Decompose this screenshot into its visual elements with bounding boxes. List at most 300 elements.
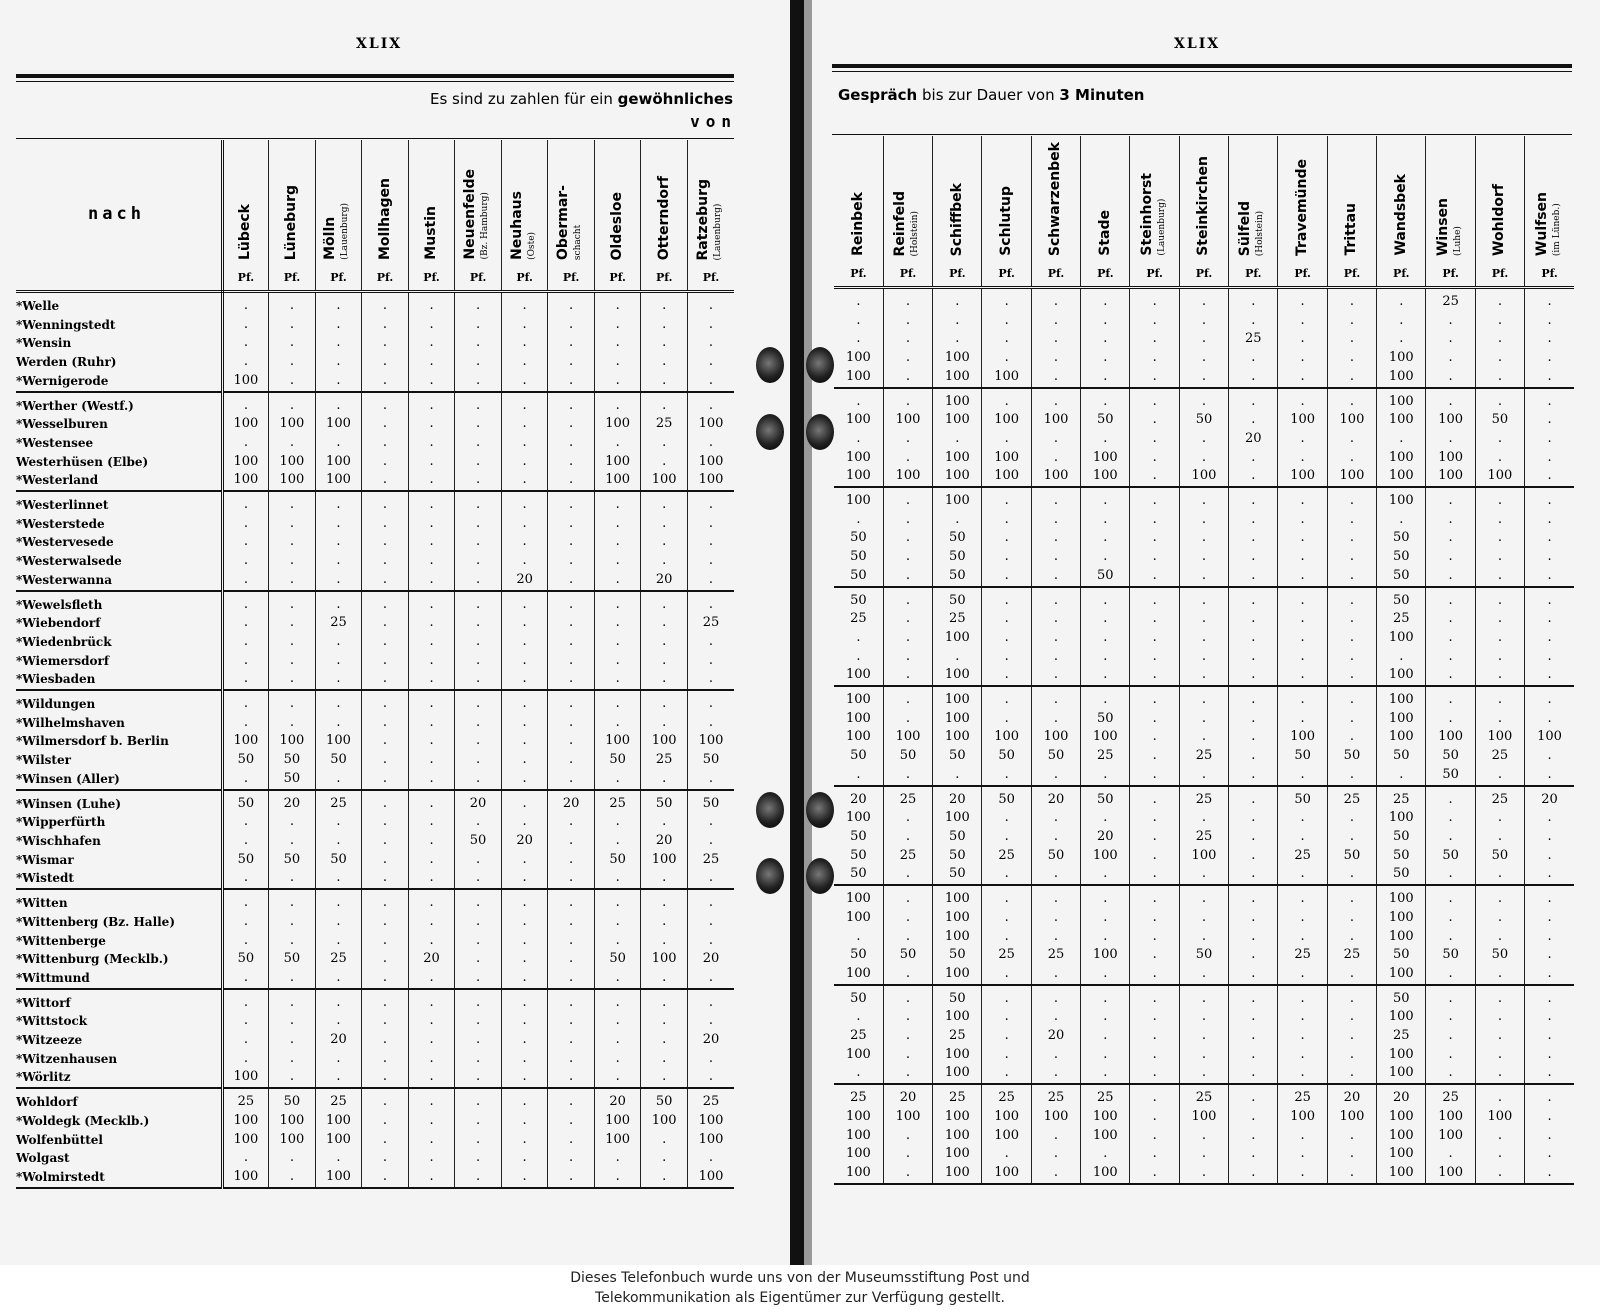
rate-cell: . <box>594 813 641 832</box>
rate-cell: . <box>1031 567 1080 587</box>
rate-cell: . <box>362 969 409 989</box>
rate-cell: . <box>548 392 595 416</box>
rate-cell: . <box>883 1008 932 1027</box>
rate-cell: . <box>641 1031 688 1050</box>
rate-cell: 50 <box>834 828 883 847</box>
rate-cell: . <box>1130 847 1179 866</box>
rate-cell: 50 <box>455 832 502 851</box>
rate-cell: 25 <box>1327 946 1376 965</box>
rate-cell: . <box>408 415 455 434</box>
rate-cell: . <box>883 766 932 786</box>
rate-cell: . <box>1426 567 1475 587</box>
rate-cell: . <box>1475 1127 1524 1146</box>
rate-cell: 100 <box>1031 1108 1080 1127</box>
rate-cell: 50 <box>933 985 982 1009</box>
rate-cell: . <box>455 714 502 733</box>
column-header-wrap <box>933 136 981 256</box>
table-row <box>16 1149 734 1168</box>
rate-cell: 20 <box>501 571 548 591</box>
rate-cell: . <box>1426 1027 1475 1046</box>
rate-cell: 25 <box>933 1084 982 1108</box>
rate-cell: 100 <box>1031 467 1080 487</box>
rate-cell: 50 <box>933 847 982 866</box>
rate-cell: . <box>548 889 595 913</box>
rate-cell: . <box>1278 1046 1327 1065</box>
rate-cell: . <box>982 430 1031 449</box>
rate-cell: . <box>1475 766 1524 786</box>
rate-cell: . <box>315 1068 362 1088</box>
rate-cell: . <box>641 334 688 353</box>
table-row <box>834 728 1574 747</box>
column-header-wrap <box>548 140 594 260</box>
rate-cell: . <box>1547 393 1552 409</box>
left-von-label: von <box>690 112 737 131</box>
table-row <box>834 1064 1574 1084</box>
rate-cell: . <box>1278 965 1327 985</box>
rate-cell: 25 <box>1426 288 1475 312</box>
column-header-wrap <box>1328 136 1376 256</box>
rate-cell: . <box>362 614 409 633</box>
rate-cell: 100 <box>222 1112 269 1131</box>
rate-cell: 100 <box>933 1164 982 1184</box>
rate-cell: . <box>269 913 316 932</box>
rate-cell: . <box>408 690 455 714</box>
rate-cell: 25 <box>883 786 932 810</box>
rate-cell: . <box>1229 349 1278 368</box>
rate-cell: 25 <box>1278 1084 1327 1108</box>
rate-cell: . <box>1179 728 1228 747</box>
rate-cell: . <box>1130 946 1179 965</box>
column-header-wrap <box>1130 136 1178 256</box>
rate-cell: 100 <box>315 453 362 472</box>
rate-cell: . <box>269 932 316 951</box>
rate-cell: . <box>594 353 641 372</box>
rate-cell: . <box>982 666 1031 686</box>
rate-cell: . <box>1081 686 1130 710</box>
column-header <box>1278 136 1327 288</box>
rate-cell: 100 <box>269 471 316 491</box>
rate-cell: 50 <box>1081 710 1130 729</box>
rate-cell: . <box>222 434 269 453</box>
rate-cell: . <box>1081 610 1130 629</box>
rate-cell: . <box>1547 629 1552 645</box>
table-row <box>16 969 734 989</box>
rate-cell: . <box>548 515 595 534</box>
rate-cell: . <box>548 690 595 714</box>
table-row <box>834 548 1574 567</box>
rate-cell: . <box>455 591 502 615</box>
table-row <box>16 372 734 392</box>
rate-cell: 100 <box>933 1145 982 1164</box>
rate-cell: . <box>1229 666 1278 686</box>
rate-cell: . <box>1081 1046 1130 1065</box>
right-heading <box>838 86 1144 104</box>
rate-cell: . <box>501 292 548 316</box>
column-header <box>1081 136 1130 288</box>
rate-cell: 25 <box>1475 747 1524 766</box>
rate-cell: . <box>1547 493 1552 509</box>
rate-cell: 20 <box>1081 828 1130 847</box>
rate-cell: . <box>501 851 548 870</box>
column-header <box>408 140 455 292</box>
rate-cell: 25 <box>1278 847 1327 866</box>
rate-cell: . <box>933 330 982 349</box>
place-name: *Wiemersdorf <box>16 652 222 671</box>
rate-cell: . <box>455 869 502 889</box>
table-row <box>834 965 1574 985</box>
rate-cell: 50 <box>702 795 720 811</box>
column-name <box>1492 184 1507 256</box>
rate-cell: . <box>269 969 316 989</box>
rate-cell: . <box>982 686 1031 710</box>
rate-cell: . <box>362 832 409 851</box>
rate-cell: . <box>883 809 932 828</box>
rate-cell: . <box>1547 1090 1552 1106</box>
rate-cell: . <box>1081 965 1130 985</box>
rate-cell: 20 <box>1327 1084 1376 1108</box>
rate-cell: . <box>883 388 932 412</box>
rate-cell: . <box>1475 511 1524 530</box>
rate-cell: 25 <box>315 790 362 814</box>
rate-cell: 25 <box>315 614 362 633</box>
rate-cell: 100 <box>1377 1046 1426 1065</box>
rate-cell: 100 <box>883 1108 932 1127</box>
column-header-wrap <box>1278 136 1326 256</box>
rate-cell: 100 <box>834 909 883 928</box>
rate-cell: . <box>408 591 455 615</box>
rate-cell: . <box>834 928 883 947</box>
rate-cell: . <box>1377 312 1426 331</box>
rate-cell: 100 <box>982 368 1031 388</box>
rate-cell: 100 <box>834 686 883 710</box>
rate-cell: . <box>1327 1145 1376 1164</box>
rate-cell: . <box>1031 388 1080 412</box>
rate-cell: . <box>1179 629 1228 648</box>
rate-cell: 25 <box>1179 1084 1228 1108</box>
rate-cell: 50 <box>641 790 688 814</box>
rate-cell: . <box>1031 487 1080 511</box>
rate-cell: . <box>1547 294 1552 309</box>
right-rate-table <box>834 136 1574 1185</box>
rate-cell: . <box>548 591 595 615</box>
rate-cell: . <box>1426 487 1475 511</box>
column-header-wrap <box>224 140 269 260</box>
rate-cell: . <box>982 567 1031 587</box>
rate-cell: . <box>269 813 316 832</box>
rate-cell: . <box>1031 809 1080 828</box>
rate-cell: . <box>1031 865 1080 885</box>
rate-cell: . <box>641 714 688 733</box>
rate-cell: . <box>222 571 269 591</box>
column-name-text: Neuenfelde <box>462 169 479 260</box>
rate-cell: . <box>1130 511 1179 530</box>
rate-cell: . <box>362 415 409 434</box>
rate-cell: 100 <box>315 471 362 491</box>
table-row <box>16 832 734 851</box>
rate-cell: 100 <box>641 471 688 491</box>
rate-cell: . <box>269 714 316 733</box>
rate-cell: . <box>1475 567 1524 587</box>
rate-cell: . <box>1031 1008 1080 1027</box>
rate-cell: 50 <box>1426 946 1475 965</box>
rate-cell: . <box>982 511 1031 530</box>
rate-cell: . <box>1031 648 1080 667</box>
rate-cell: . <box>1031 449 1080 468</box>
rate-cell: . <box>1475 330 1524 349</box>
rate-cell: 100 <box>1179 1108 1228 1127</box>
rate-cell: . <box>1327 629 1376 648</box>
rate-cell: . <box>1327 511 1376 530</box>
rate-cell: . <box>1229 885 1278 909</box>
column-name-text: Stade <box>1096 210 1113 256</box>
punch-hole <box>756 858 784 894</box>
rate-cell: . <box>1547 412 1552 428</box>
rate-cell: . <box>708 1150 714 1166</box>
rate-cell: . <box>641 372 688 392</box>
rate-cell: . <box>1031 909 1080 928</box>
rate-cell: . <box>362 889 409 913</box>
rate-cell: 50 <box>1278 786 1327 810</box>
rate-cell: . <box>1278 1027 1327 1046</box>
table-row <box>16 515 734 534</box>
column-name <box>1238 201 1268 256</box>
rate-cell: . <box>1475 965 1524 985</box>
rate-cell: . <box>641 969 688 989</box>
rate-cell: . <box>1327 1064 1376 1084</box>
rate-cell: . <box>883 648 932 667</box>
table-row <box>16 751 734 770</box>
rate-cell: . <box>315 770 362 790</box>
column-name-sub: (Lauenburg) <box>712 203 723 260</box>
rate-cell: . <box>408 932 455 951</box>
rate-cell: . <box>883 666 932 686</box>
rate-cell: . <box>455 732 502 751</box>
rate-cell: . <box>455 353 502 372</box>
rate-cell: . <box>708 832 714 848</box>
rate-cell: . <box>1426 965 1475 985</box>
table-row <box>16 353 734 372</box>
rate-cell: . <box>834 511 883 530</box>
column-header-wrap <box>884 136 932 256</box>
rate-cell: 20 <box>455 790 502 814</box>
rate-cell: . <box>641 652 688 671</box>
rate-cell: 100 <box>933 368 982 388</box>
rate-cell: . <box>222 392 269 416</box>
column-header-wrap <box>688 140 734 260</box>
place-name: *Westerland <box>16 471 222 491</box>
table-row <box>834 666 1574 686</box>
rate-cell: 100 <box>1377 965 1426 985</box>
rate-cell: . <box>708 596 714 612</box>
rate-cell: . <box>641 1149 688 1168</box>
column-header <box>1426 136 1475 288</box>
rate-cell: . <box>408 790 455 814</box>
rate-cell: . <box>834 1008 883 1027</box>
rate-cell: . <box>1229 865 1278 885</box>
table-row <box>834 809 1574 828</box>
rate-cell: . <box>883 865 932 885</box>
rate-cell: . <box>1179 1046 1228 1065</box>
rate-cell: 100 <box>641 732 688 751</box>
rate-cell: . <box>1031 349 1080 368</box>
rate-cell: . <box>501 1012 548 1031</box>
rate-cell: . <box>1327 648 1376 667</box>
rate-cell: . <box>501 316 548 335</box>
rate-cell: . <box>548 1088 595 1112</box>
rate-cell: . <box>1525 666 1574 686</box>
rate-cell: 20 <box>1541 791 1558 807</box>
rate-cell: . <box>641 515 688 534</box>
rate-cell: . <box>1525 1164 1574 1184</box>
rate-cell: 50 <box>834 567 883 587</box>
rate-cell: . <box>362 1168 409 1188</box>
rate-cell: . <box>933 430 982 449</box>
column-header <box>641 140 688 292</box>
rate-cell: . <box>315 932 362 951</box>
rate-cell: . <box>362 751 409 770</box>
rate-cell: . <box>1130 710 1179 729</box>
rate-cell: . <box>501 591 548 615</box>
rate-cell: 100 <box>982 1108 1031 1127</box>
rate-cell: 100 <box>834 710 883 729</box>
rate-cell: 100 <box>834 1108 883 1127</box>
rate-cell: . <box>1475 388 1524 412</box>
rate-cell: . <box>1475 1046 1524 1065</box>
rate-cell: . <box>641 434 688 453</box>
rate-cell: . <box>548 434 595 453</box>
rate-cell: . <box>455 652 502 671</box>
rate-cell: . <box>641 614 688 633</box>
table-row <box>834 487 1574 511</box>
table-row <box>834 349 1574 368</box>
rate-cell: 50 <box>315 851 362 870</box>
rate-cell: . <box>1327 587 1376 611</box>
rate-cell: . <box>1426 1145 1475 1164</box>
rate-cell: . <box>455 316 502 335</box>
rate-cell: . <box>1547 350 1552 366</box>
rate-cell: . <box>1081 809 1130 828</box>
rate-cell: . <box>548 1031 595 1050</box>
rate-cell: 50 <box>1377 946 1426 965</box>
rate-cell: . <box>408 1050 455 1069</box>
rate-cell: . <box>883 548 932 567</box>
rate-cell: . <box>501 1131 548 1150</box>
rate-cell: 100 <box>1327 411 1376 430</box>
rate-cell: . <box>1278 567 1327 587</box>
rate-cell: . <box>1179 809 1228 828</box>
rate-cell: . <box>1081 330 1130 349</box>
rate-cell: . <box>362 633 409 652</box>
column-header-wrap <box>982 136 1030 256</box>
rate-cell: . <box>1475 865 1524 885</box>
rate-cell: . <box>641 633 688 652</box>
place-name: *Westerwanna <box>16 571 222 591</box>
rate-cell: . <box>594 932 641 951</box>
rate-cell: . <box>222 989 269 1013</box>
table-row <box>16 552 734 571</box>
rate-cell: 100 <box>1377 487 1426 511</box>
rate-cell: . <box>408 670 455 690</box>
rate-cell: . <box>1081 648 1130 667</box>
rate-cell: . <box>1130 467 1179 487</box>
column-name <box>1535 192 1565 256</box>
rate-cell: 100 <box>1426 467 1475 487</box>
rate-cell: 100 <box>1475 467 1524 487</box>
rate-cell: . <box>269 372 316 392</box>
rate-cell: . <box>408 633 455 652</box>
rate-cell: . <box>1525 1064 1574 1084</box>
rate-cell: 100 <box>1327 1108 1376 1127</box>
rate-cell: . <box>883 885 932 909</box>
rate-cell: . <box>222 552 269 571</box>
rate-cell: . <box>883 985 932 1009</box>
column-header <box>548 140 595 292</box>
rate-cell: . <box>641 533 688 552</box>
rate-cell: 100 <box>933 885 982 909</box>
rate-cell: . <box>362 292 409 316</box>
rate-cell: . <box>362 591 409 615</box>
place-name: *Woldegk (Mecklb.) <box>16 1112 222 1131</box>
column-header <box>1525 136 1574 288</box>
column-header-wrap <box>1525 136 1574 256</box>
rate-cell: 25 <box>1377 1027 1426 1046</box>
rate-cell: . <box>982 629 1031 648</box>
rate-cell: . <box>315 372 362 392</box>
unit-label: Pf. <box>237 271 255 284</box>
rate-cell: . <box>315 1012 362 1031</box>
rate-cell: . <box>883 368 932 388</box>
rate-cell: 100 <box>933 1046 982 1065</box>
column-name-text: Sülfeld <box>1237 200 1254 256</box>
table-row <box>834 1008 1574 1027</box>
column-name <box>1196 156 1211 256</box>
column-name-sub: (Luhe) <box>1452 226 1463 256</box>
rate-cell: . <box>1130 368 1179 388</box>
rate-cell: 100 <box>1377 1108 1426 1127</box>
table-row <box>16 932 734 951</box>
rate-cell: . <box>362 913 409 932</box>
rate-cell: . <box>1278 629 1327 648</box>
rate-cell: 25 <box>982 847 1031 866</box>
rate-cell: . <box>269 1012 316 1031</box>
column-name-text: Winsen <box>1434 197 1451 256</box>
rate-cell: . <box>883 449 932 468</box>
column-name-text: Oldesloe <box>609 191 626 260</box>
rate-cell: . <box>222 614 269 633</box>
rate-cell: 100 <box>315 1131 362 1150</box>
table-row <box>16 614 734 633</box>
rate-cell: 25 <box>933 1027 982 1046</box>
rate-cell: . <box>408 732 455 751</box>
rate-cell: . <box>1327 686 1376 710</box>
rate-cell: . <box>1278 766 1327 786</box>
rate-cell: . <box>982 1027 1031 1046</box>
rate-cell: 50 <box>1081 567 1130 587</box>
rate-cell: . <box>708 434 714 450</box>
rate-cell: . <box>501 471 548 491</box>
column-header-wrap <box>595 140 641 260</box>
rate-cell: . <box>362 1068 409 1088</box>
place-name: *Wismar <box>16 851 222 870</box>
column-name-text: Mollhagen <box>376 177 393 260</box>
rate-cell: 25 <box>1426 1084 1475 1108</box>
rate-cell: . <box>548 453 595 472</box>
table-row <box>834 909 1574 928</box>
rate-cell: . <box>455 471 502 491</box>
rate-cell: 20 <box>1031 1027 1080 1046</box>
left-rate-table <box>16 140 734 1189</box>
rate-cell: 20 <box>594 1088 641 1112</box>
